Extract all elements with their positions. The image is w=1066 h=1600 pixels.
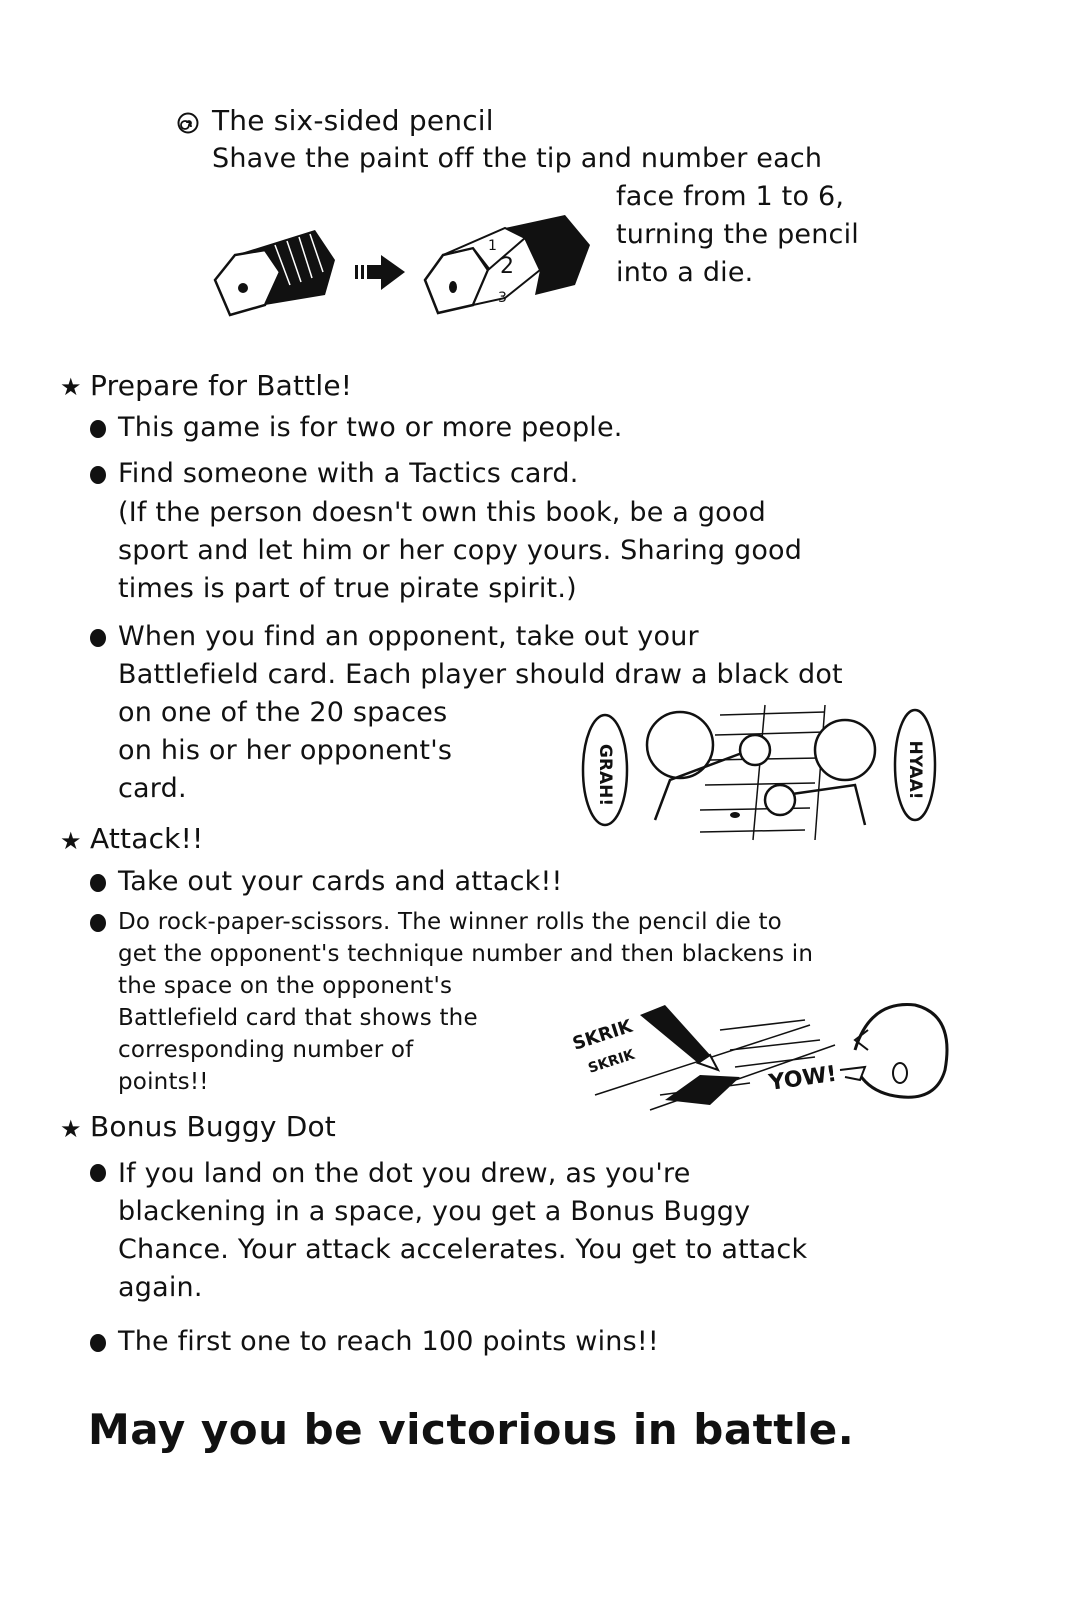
- bullet-text: This game is for two or more people.: [118, 412, 623, 443]
- svg-text:YOW!: YOW!: [767, 1061, 839, 1096]
- star-icon: ★: [60, 1115, 82, 1143]
- players-drawing-dots-illustration: [575, 700, 945, 845]
- bullet-text: If you land on the dot you drew, as you're: [118, 1158, 691, 1189]
- bullet-text: Take out your cards and attack!!: [118, 866, 563, 897]
- bullet-icon: [90, 466, 106, 484]
- bullet-text: The first one to reach 100 points wins!!: [118, 1326, 659, 1357]
- bullet-text: Battlefield card. Each player should draw a black dot: [118, 659, 843, 690]
- spiral-icon: [177, 112, 199, 134]
- pencil-text-line: turning the pencil: [616, 219, 859, 250]
- blackening-space-illustration: [570, 995, 955, 1115]
- svg-text:2: 2: [500, 254, 514, 279]
- section-title-attack: Attack!!: [90, 822, 204, 855]
- bullet-text: sport and let him or her copy yours. Sharing good: [118, 535, 803, 566]
- star-icon: ★: [60, 827, 82, 855]
- bullet-text: (If the person doesn't own this book, be a good: [118, 497, 766, 528]
- bullet-text: Chance. Your attack accelerates. You get to attack: [118, 1234, 808, 1265]
- bullet-text: times is part of true pirate spirit.): [118, 573, 577, 604]
- pencil-text-line: face from 1 to 6,: [616, 181, 845, 212]
- bullet-icon: [90, 1334, 106, 1352]
- svg-text:GRAH!: GRAH!: [595, 743, 615, 807]
- bullet-text: on his or her opponent's: [118, 735, 453, 766]
- bullet-text: Battlefield card that shows the: [118, 1005, 478, 1031]
- star-icon: ★: [60, 373, 82, 401]
- svg-text:HYAA!: HYAA!: [905, 740, 925, 800]
- pencil-title: The six-sided pencil: [212, 104, 494, 137]
- closing-message: May you be victorious in battle.: [88, 1405, 855, 1454]
- pencil-text-line: Shave the paint off the tip and number each: [212, 143, 823, 174]
- svg-text:SKRIK: SKRIK: [570, 1015, 635, 1055]
- svg-text:3: 3: [498, 290, 507, 306]
- bullet-icon: [90, 629, 106, 647]
- svg-text:SKRIK: SKRIK: [586, 1046, 637, 1077]
- bullet-icon: [90, 420, 106, 438]
- section-title-prepare: Prepare for Battle!: [90, 369, 353, 402]
- pencil-text-line: into a die.: [616, 257, 754, 288]
- bullet-text: points!!: [118, 1069, 209, 1095]
- bullet-text: corresponding number of: [118, 1037, 414, 1063]
- svg-text:1: 1: [488, 238, 497, 254]
- bullet-text: on one of the 20 spaces: [118, 697, 448, 728]
- bullet-icon: [90, 1164, 106, 1182]
- section-title-bonus: Bonus Buggy Dot: [90, 1110, 336, 1143]
- bullet-text: the space on the opponent's: [118, 973, 453, 999]
- bullet-text: Do rock-paper-scissors. The winner rolls the pencil die to: [118, 909, 782, 935]
- bullet-icon: [90, 914, 106, 932]
- pencil-to-die-illustration: [205, 210, 615, 330]
- bullet-text: blackening in a space, you get a Bonus Buggy: [118, 1196, 751, 1227]
- bullet-text: card.: [118, 773, 187, 804]
- bullet-text: again.: [118, 1272, 203, 1303]
- bullet-text: When you find an opponent, take out your: [118, 621, 699, 652]
- bullet-icon: [90, 874, 106, 892]
- bullet-text: Find someone with a Tactics card.: [118, 458, 579, 489]
- bullet-text: get the opponent's technique number and then blackens in: [118, 941, 814, 967]
